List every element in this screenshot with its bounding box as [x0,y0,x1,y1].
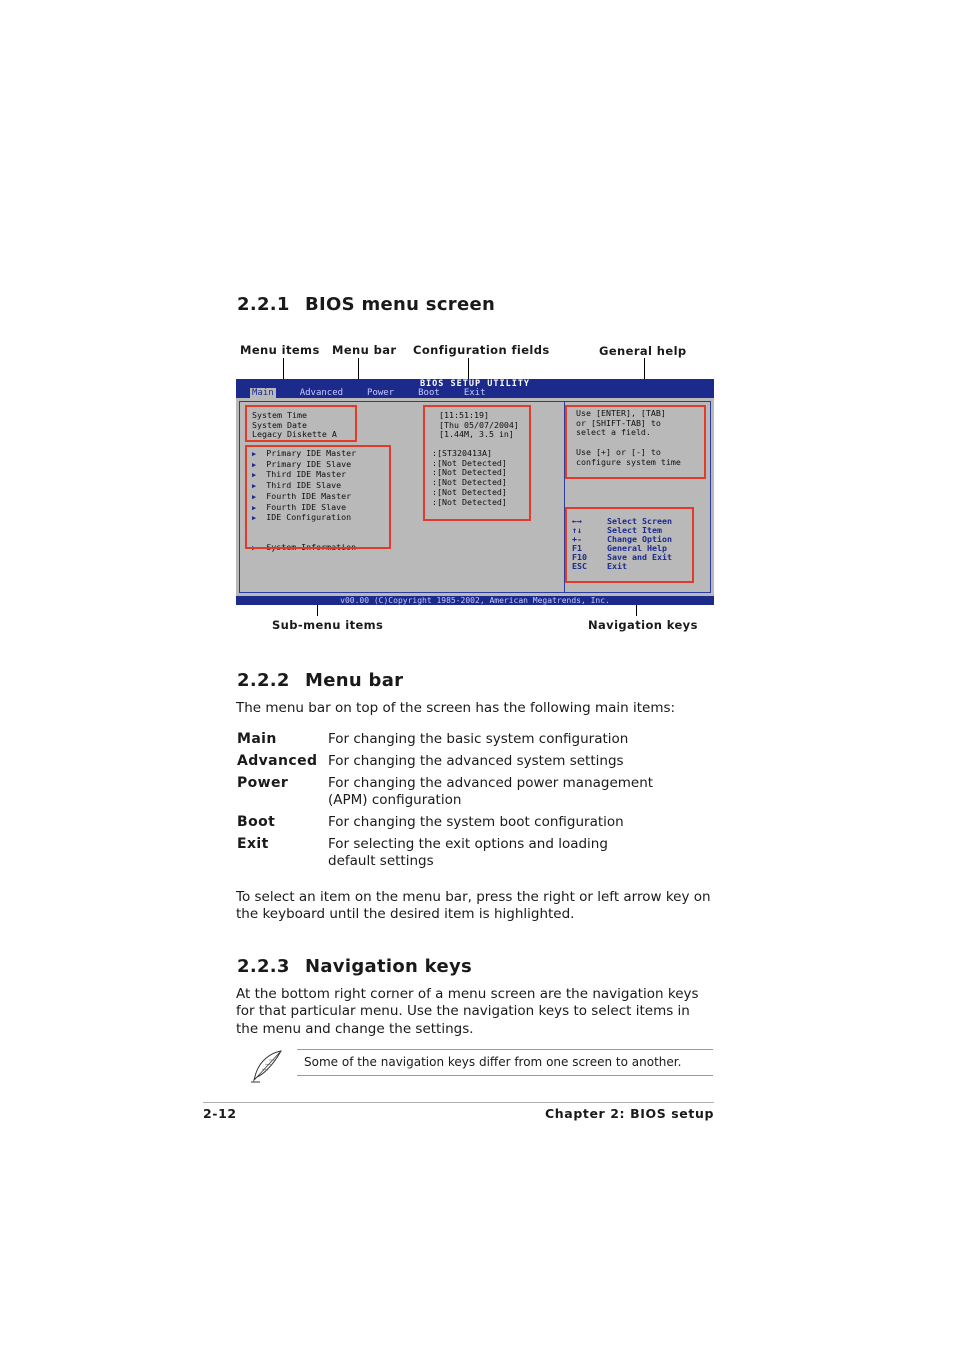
section-title: Navigation keys [305,956,473,977]
submenu-item[interactable]: ▶ Fourth IDE Master [252,490,352,501]
note-text: Some of the navigation keys differ from one screen to another. [304,1055,682,1069]
section-heading-2-2-1 [237,294,495,315]
section-number: 2.2.2 [237,670,290,691]
callout-general-help: General help [599,344,687,358]
callout-menu-bar: Menu bar [332,343,397,357]
submenu-item[interactable]: ▶ IDE Configuration [252,512,352,523]
bios-copyright-bar: v00.00 (C)Copyright 1985-2002, American Megatrends, Inc. [236,596,714,605]
desc-main: For changing the basic system configuration [328,731,629,747]
callout-navigation-keys: Navigation keys [588,618,698,632]
submenu-item-system-information[interactable]: ▶ System Information [252,541,357,552]
term-main: Main [237,731,277,747]
highlight-submenu-items [245,445,391,549]
navkeys-body: At the bottom right corner of a menu screen are the navigation keys for that particular menu. Use the navigation keys to select items in the menu and change the settings. [236,986,699,1037]
term-power: Power [237,775,289,791]
menubar-intro: The menu bar on top of the screen has the following main items: [236,700,676,716]
section-title: BIOS menu screen [305,294,496,315]
section-title: Menu bar [305,670,404,691]
highlight-menu-items [245,405,357,442]
bios-menu-items[interactable]: System Time System Date Legacy Diskette A [252,410,337,440]
callout-menu-items: Menu items [240,343,320,357]
submenu-item[interactable]: ▶ Third IDE Slave [252,480,342,491]
section-heading-2-2-3 [237,956,472,977]
menubar-outro: To select an item on the menu bar, press the right or left arrow key on the keyboard until the desired item is highlighted. [236,889,711,923]
section-number: 2.2.3 [237,956,290,977]
section-number: 2.2.1 [237,294,290,315]
desc-advanced: For changing the advanced system settings [328,753,624,769]
bios-config-fields-top[interactable]: [11:51:19] [Thu 05/07/2004] [1.44M, 3.5 in] [439,410,519,440]
bios-nav-actions: Select Screen Select Item Change Option General Help Save and Exit Exit [607,516,672,571]
page-number: 2-12 [203,1106,237,1121]
section-heading-2-2-2 [237,670,403,691]
bios-menu-exit[interactable]: Exit [463,388,486,398]
note-bottom-rule [297,1075,713,1076]
desc-boot: For changing the system boot configuration [328,814,624,830]
term-exit: Exit [237,836,269,852]
bios-menu-advanced[interactable]: Advanced [299,388,344,398]
bios-menu-power[interactable]: Power [367,388,395,398]
bios-menu-main[interactable]: Main [252,388,274,398]
feather-pen-icon [248,1049,284,1083]
desc-power: For changing the advanced power management (APM) configuration [328,775,654,808]
footer-rule [203,1102,714,1103]
desc-exit: For selecting the exit options and loading default settings [328,836,608,869]
highlight-navigation-keys [565,507,694,583]
callout-configuration-fields: Configuration fields [413,343,550,357]
bios-menu-bar [250,388,510,398]
chapter-label: Chapter 2: BIOS setup [545,1106,714,1121]
callout-submenu-items: Sub-menu items [272,618,384,632]
bios-title: BIOS SETUP UTILITY [419,379,531,389]
submenu-item[interactable]: ▶ Fourth IDE Slave [252,501,347,512]
submenu-item[interactable]: ▶ Third IDE Master [252,469,347,480]
highlight-general-help [565,405,706,479]
bios-general-help: Use [ENTER], [TAB] or [SHIFT-TAB] to select a field. Use [+] or [-] to configure system time [576,408,681,467]
bios-menu-boot[interactable]: Boot [418,388,440,398]
submenu-item[interactable]: ▶ Primary IDE Master [252,448,357,458]
submenu-item[interactable]: ▶ Primary IDE Slave [252,458,352,469]
bios-nav-keys: ←→ ↑↓ +- F1 F10 ESC [572,516,587,571]
note-top-rule [297,1049,713,1050]
bios-config-fields-bottom[interactable]: :[ST320413A] :[Not Detected] :[Not Detected] :[Not Detected] :[Not Detected] :[Not Detected] [432,448,507,507]
highlight-config-fields [423,405,531,521]
term-advanced: Advanced [237,753,318,769]
term-boot: Boot [237,814,276,830]
